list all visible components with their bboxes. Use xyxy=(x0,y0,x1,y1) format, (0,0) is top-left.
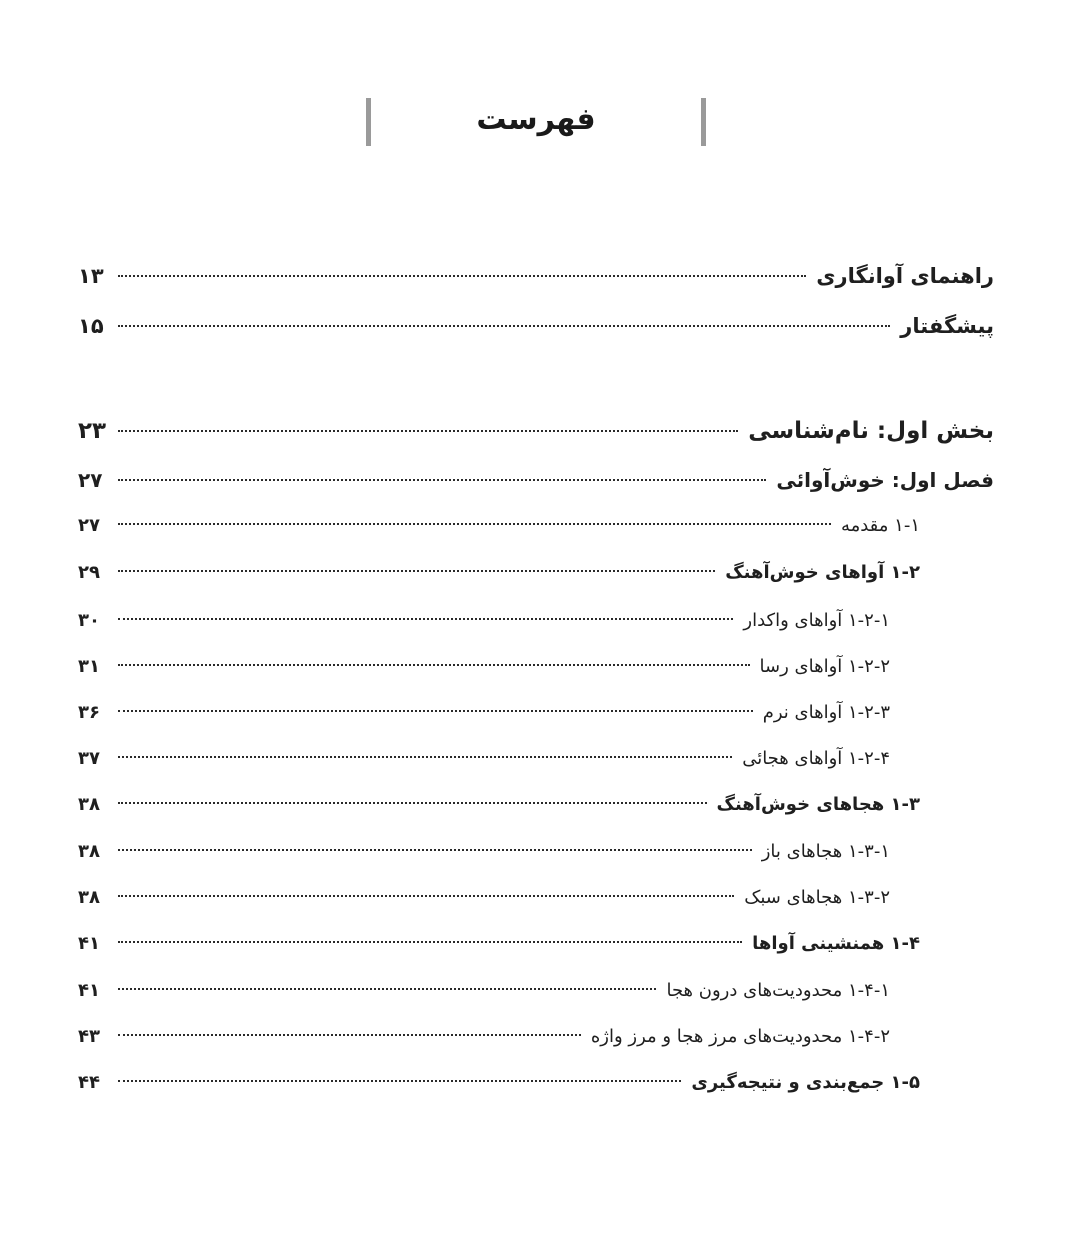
toc-entry-1-2-3[interactable] xyxy=(78,702,890,723)
toc-entry-1-1[interactable] xyxy=(78,515,920,536)
dot-leader xyxy=(118,570,715,572)
toc-entry-1-3[interactable] xyxy=(78,794,920,815)
toc-entry-title: ۱-۵ جمع‌بندی و نتیجه‌گیری xyxy=(691,1072,920,1093)
toc-entry-1-2-4[interactable] xyxy=(78,748,890,769)
toc-entry-title: ۱-۴-۱ محدودیت‌های درون هجا xyxy=(666,980,890,1001)
dot-leader xyxy=(118,849,752,851)
dot-leader xyxy=(118,710,753,712)
toc-entry-title: بخش اول: نام‌شناسی xyxy=(748,418,994,444)
dot-leader xyxy=(118,1034,581,1036)
toc-entry-page: ۴۳ xyxy=(78,1026,100,1047)
toc-entry-title: ۱-۱ مقدمه xyxy=(840,515,920,536)
toc-entry-page: ۳۸ xyxy=(78,887,100,908)
dot-leader xyxy=(118,430,738,432)
toc-entry-title: ۱-۳-۲ هجاهای سبک xyxy=(744,887,890,908)
toc-entry-title: ۱-۲-۲ آواهای رسا xyxy=(759,656,890,677)
toc-entry-page: ۳۶ xyxy=(78,702,100,723)
toc-entry-title: فصل اول: خوش‌آوائی xyxy=(776,468,994,492)
toc-entry-page: ۲۹ xyxy=(78,562,100,583)
dot-leader xyxy=(118,1080,681,1082)
toc-entry-page: ۴۱ xyxy=(78,933,100,954)
toc-entry-title: ۱-۲ آواهای خوش‌آهنگ xyxy=(725,562,920,583)
toc-entry-1-5[interactable] xyxy=(78,1072,920,1093)
dot-leader xyxy=(118,325,890,327)
toc-entry-chapter-one[interactable] xyxy=(78,468,994,492)
toc-entry-page: ۳۱ xyxy=(78,656,100,677)
toc-entry-page: ۲۳ xyxy=(78,418,107,444)
toc-entry-1-3-2[interactable] xyxy=(78,887,890,908)
toc-entry-page: ۱۳ xyxy=(78,264,104,288)
toc-entry-title: پیشگفتار xyxy=(900,314,994,338)
toc-entry-preface[interactable] xyxy=(78,314,994,338)
dot-leader xyxy=(118,988,656,990)
toc-entry-1-4-1[interactable] xyxy=(78,980,890,1001)
toc-entry-title: ۱-۴-۲ محدودیت‌های مرز هجا و مرز واژه xyxy=(590,1026,890,1047)
toc-entry-transcription-guide[interactable] xyxy=(78,264,994,288)
dot-leader xyxy=(118,756,732,758)
toc-entry-title: ۱-۳-۱ هجاهای باز xyxy=(761,841,890,862)
toc-entry-title: ۱-۴ همنشینی آواها xyxy=(752,933,920,954)
toc-entry-page: ۳۸ xyxy=(78,794,100,815)
toc-entry-1-3-1[interactable] xyxy=(78,841,890,862)
toc-entry-page: ۳۸ xyxy=(78,841,100,862)
page-title: فهرست xyxy=(476,102,596,137)
toc-entry-page: ۳۷ xyxy=(78,748,100,769)
toc-entry-1-4[interactable] xyxy=(78,933,920,954)
toc-entry-page: ۳۰ xyxy=(78,610,100,631)
toc-entry-page: ۴۴ xyxy=(78,1072,100,1093)
toc-entry-page: ۲۷ xyxy=(78,468,103,492)
toc-entry-1-2[interactable] xyxy=(78,562,920,583)
toc-entry-title: ۱-۲-۱ آواهای واکدار xyxy=(743,610,890,631)
toc-entry-title: ۱-۲-۳ آواهای نرم xyxy=(762,702,890,723)
toc-entry-page: ۲۷ xyxy=(78,515,100,536)
toc-entry-title: راهنمای آوانگاری xyxy=(816,264,994,288)
dot-leader xyxy=(118,802,707,804)
dot-leader xyxy=(118,479,766,481)
dot-leader xyxy=(118,618,733,620)
toc-entry-page: ۱۵ xyxy=(78,314,104,338)
dot-leader xyxy=(118,941,742,943)
dot-leader xyxy=(118,895,734,897)
toc-entry-1-2-2[interactable] xyxy=(78,656,890,677)
toc-entry-1-2-1[interactable] xyxy=(78,610,890,631)
toc-entry-1-4-2[interactable] xyxy=(78,1026,890,1047)
dot-leader xyxy=(118,664,750,666)
toc-entry-page: ۴۱ xyxy=(78,980,100,1001)
dot-leader xyxy=(118,523,831,525)
dot-leader xyxy=(118,275,806,277)
toc-entry-title: ۱-۲-۴ آواهای هجائی xyxy=(742,748,890,769)
toc-entry-title: ۱-۳ هجاهای خوش‌آهنگ xyxy=(716,794,920,815)
toc-entry-part-one[interactable] xyxy=(78,418,994,444)
